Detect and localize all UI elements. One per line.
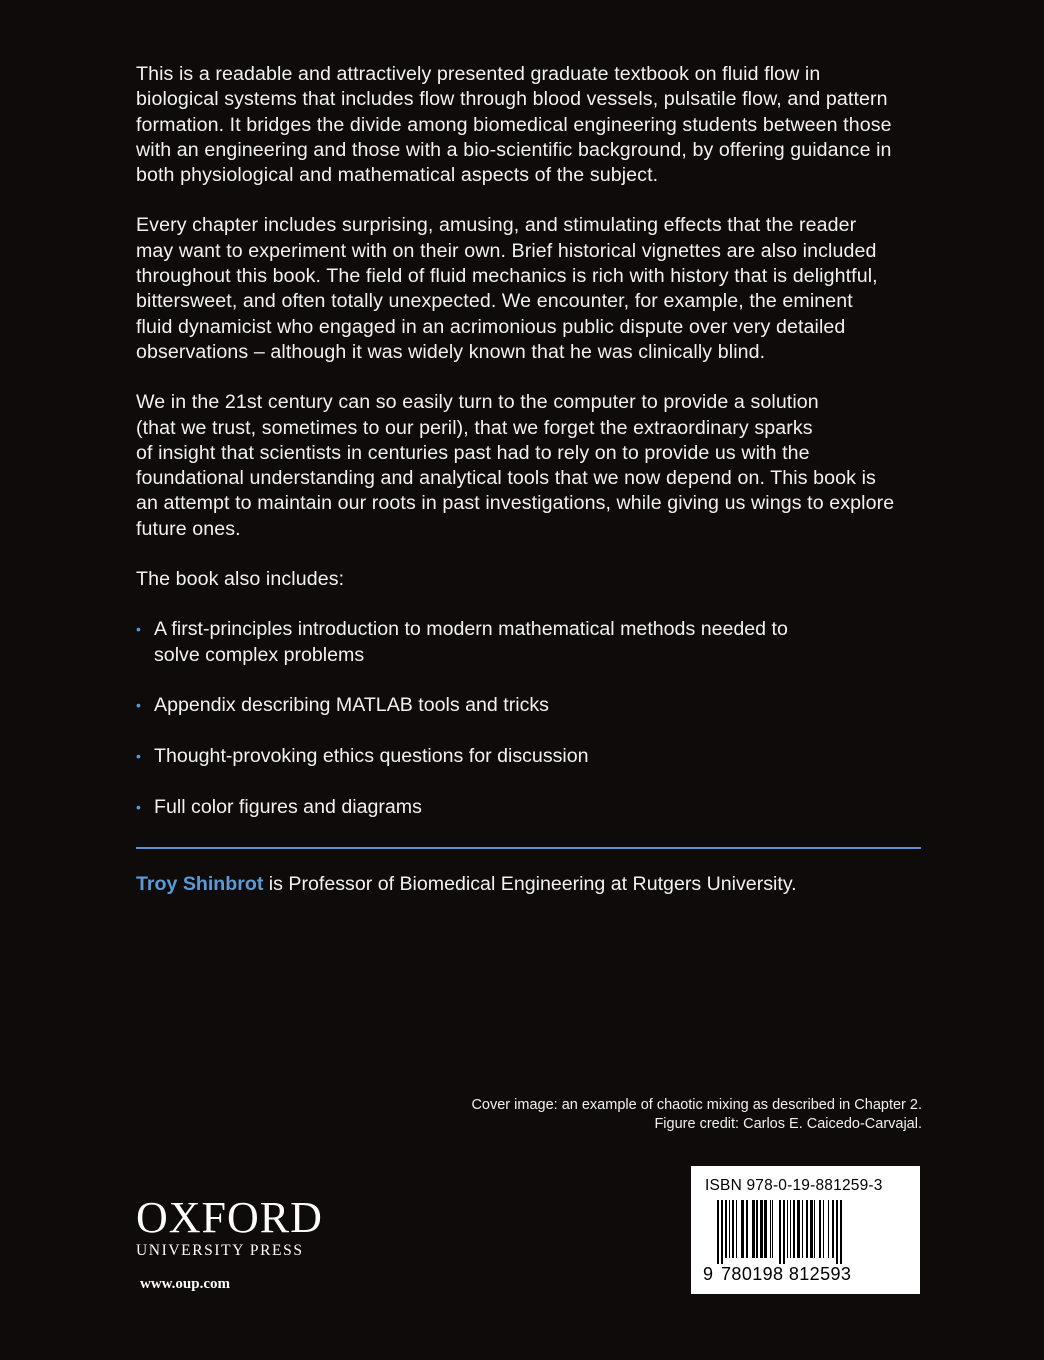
- paragraph-line: biological systems that includes flow through blood vessels, pulsatile flow, and pattern: [136, 88, 888, 111]
- paragraph-line: We in the 21st century can so easily turn to the computer to provide a solution: [136, 391, 819, 414]
- paragraph-line: an attempt to maintain our roots in past investigations, while giving us wings to explore: [136, 492, 895, 515]
- author-name: Troy Shinbrot: [136, 873, 264, 895]
- feature-list-item: [136, 617, 926, 668]
- bullet-dot-icon: •: [136, 799, 141, 816]
- barcode-bars: [717, 1200, 907, 1264]
- isbn-label: ISBN 978-0-19-881259-3: [705, 1177, 883, 1194]
- paragraph-line: (that we trust, sometimes to our peril), that we forget the extraordinary sparks: [136, 416, 813, 439]
- description-paragraph: [136, 567, 926, 592]
- cover-credit-line: Cover image: an example of chaotic mixing as described in Chapter 2.: [471, 1097, 922, 1113]
- cover-credit: [471, 1096, 922, 1134]
- feature-text: Thought-provoking ethics questions for discussion: [154, 745, 589, 768]
- paragraph-line: The book also includes:: [136, 568, 345, 591]
- paragraph-line: may want to experiment with on their own. Brief historical vignettes are also included: [136, 239, 877, 262]
- publisher-logo: [136, 1193, 323, 1262]
- paragraph-line: foundational understanding and analytical tools that we now depend on. This book is: [136, 467, 876, 490]
- feature-text: solve complex problems: [154, 643, 365, 666]
- bullet-dot-icon: •: [136, 697, 141, 714]
- description-paragraph: [136, 62, 926, 188]
- paragraph-line: This is a readable and attractively presented graduate textbook on fluid flow in: [136, 63, 821, 85]
- paragraph-line: formation. It bridges the divide among biomedical engineering students between those: [136, 113, 892, 136]
- description-paragraph: [136, 390, 926, 542]
- bullet-dot-icon: •: [136, 748, 141, 765]
- feature-text: Appendix describing MATLAB tools and tricks: [154, 694, 549, 717]
- divider-rule: [136, 847, 921, 849]
- publisher-logo-subtitle: UNIVERSITY PRESS: [136, 1242, 304, 1259]
- description-paragraphs: [136, 62, 926, 592]
- publisher-logo-name: OXFORD: [136, 1193, 323, 1242]
- isbn-barcode: [691, 1166, 920, 1294]
- features-list: [136, 617, 926, 820]
- description-block: [136, 62, 926, 846]
- feature-list-item: [136, 693, 926, 718]
- paragraph-line: observations – although it was widely known that he was clinically blind.: [136, 340, 766, 363]
- paragraph-line: fluid dynamicist who engaged in an acrimonious public dispute over very detailed: [136, 315, 846, 338]
- paragraph-line: bittersweet, and often totally unexpected. We encounter, for example, the eminent: [136, 290, 853, 313]
- bullet-dot-icon: •: [136, 621, 141, 638]
- barcode-digits: 780198 812593: [721, 1264, 852, 1284]
- feature-list-item: [136, 744, 926, 769]
- publisher-website: www.oup.com: [140, 1276, 231, 1292]
- feature-text: A first-principles introduction to modern mathematical methods needed to: [154, 618, 788, 641]
- feature-text: Full color figures and diagrams: [154, 796, 422, 819]
- paragraph-line: with an engineering and those with a bio-scientific background, by offering guidance in: [136, 138, 892, 161]
- paragraph-line: future ones.: [136, 517, 241, 540]
- paragraph-line: of insight that scientists in centuries past had to rely on to provide us with the: [136, 441, 810, 464]
- paragraph-line: Every chapter includes surprising, amusing, and stimulating effects that the reader: [136, 214, 857, 237]
- figure-credit-line: Figure credit: Carlos E. Caicedo-Carvajal.: [654, 1116, 922, 1132]
- paragraph-line: throughout this book. The field of fluid mechanics is rich with history that is delightful,: [136, 265, 878, 288]
- paragraph-line: both physiological and mathematical aspects of the subject.: [136, 164, 659, 187]
- description-paragraph: [136, 213, 926, 365]
- author-bio: [136, 872, 797, 897]
- feature-list-item: [136, 795, 926, 820]
- author-bio-text: is Professor of Biomedical Engineering at Rutgers University.: [263, 873, 797, 895]
- barcode-first-digit: 9: [703, 1264, 714, 1284]
